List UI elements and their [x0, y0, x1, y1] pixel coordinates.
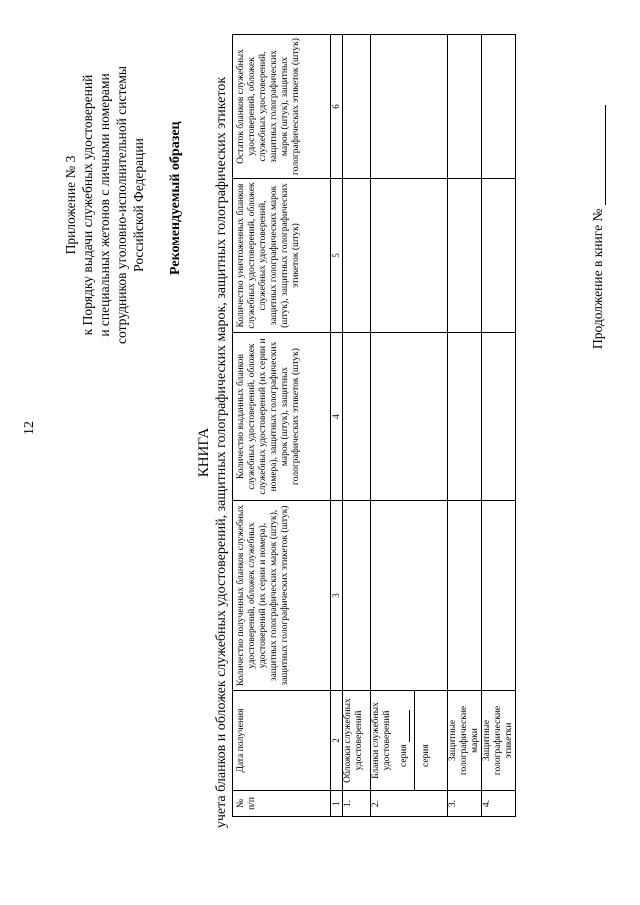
row-divider	[414, 691, 415, 790]
sample-label: Рекомендуемый образец	[168, 121, 183, 275]
header-cell-number: № п/п	[233, 791, 331, 817]
empty-cell	[371, 333, 448, 501]
book-subtitle: учета бланков и обложек служебных удостоверений, защитных голографических марок, защитных голографических этикеток	[214, 76, 229, 829]
empty-cell	[371, 35, 448, 179]
header-cell-issued: Количество выданных бланков служебных удостоверений, обложек служебных удостоверений (их серии и номера), защитных голографических марок (штук), защитных голографических этикеток (штук)	[233, 333, 331, 501]
column-number: 5	[331, 179, 343, 333]
empty-cell	[343, 333, 371, 501]
row-number: 3.	[448, 791, 482, 817]
appendix-line: сотрудников уголовно-исполнительной системы	[114, 66, 129, 344]
empty-cell	[482, 179, 516, 333]
row-item-cell	[371, 691, 448, 791]
appendix-line: Российской Федерации	[131, 138, 146, 272]
table-header-row	[233, 35, 331, 817]
empty-cell	[371, 501, 448, 691]
appendix-heading	[62, 25, 147, 385]
empty-cell	[448, 179, 482, 333]
row-number: 1.	[343, 791, 371, 817]
appendix-line: к Порядку выдачи служебных удостоверений	[80, 74, 95, 336]
column-number-row	[331, 35, 343, 817]
header-cell-destroyed: Количество уничтоженных бланков служебных удостоверений, обложек служебных удостоверений, защитных голографических марок (штук), защитных голографических этикеток (штук)	[233, 179, 331, 333]
row-number: 2.	[371, 791, 448, 817]
series-blank	[401, 710, 410, 742]
continuation-note	[590, 105, 606, 349]
empty-cell	[482, 333, 516, 501]
empty-cell	[448, 501, 482, 691]
empty-cell	[343, 35, 371, 179]
table-row	[371, 35, 448, 817]
series-label: серия	[399, 744, 409, 767]
series-line	[421, 694, 432, 787]
empty-cell	[482, 35, 516, 179]
empty-cell	[448, 333, 482, 501]
row-item: Обложки служебных удостоверений	[343, 691, 371, 791]
series-label: серия	[421, 744, 431, 767]
table-row	[448, 35, 482, 817]
column-number: 4	[331, 333, 343, 501]
page-number: 12	[22, 421, 37, 435]
empty-cell	[482, 501, 516, 691]
series-line	[399, 694, 410, 787]
book-table	[232, 34, 516, 817]
row-item: Бланки служебных удостоверений	[371, 702, 392, 779]
row-item: Защитные голографические этикетки	[482, 691, 516, 791]
empty-cell	[448, 35, 482, 179]
header-cell-date: Дата получения	[233, 691, 331, 791]
header-cell-received: Количество полученных бланков служебных удостоверений, обложек служебных удостоверений (их серии и номера), защитных голографических марок (штук), защитных голографических этикеток (штук)	[233, 501, 331, 691]
appendix-line: и специальных жетонов с личными номерами	[97, 73, 112, 337]
continuation-blank	[593, 105, 606, 205]
table-row	[343, 35, 371, 817]
appendix-line: Приложение № 3	[63, 155, 78, 255]
column-number: 3	[331, 501, 343, 691]
column-number: 2	[331, 691, 343, 791]
row-number: 4.	[482, 791, 516, 817]
row-item: Защитные голографические марки	[448, 691, 482, 791]
header-cell-remaining: Остаток бланков служебных удостоверений, обложек служебных удостоверений, защитных голографических марок (штук), защитных голографических этикеток (штук)	[233, 35, 331, 179]
column-number: 1	[331, 791, 343, 817]
table-row	[482, 35, 516, 817]
column-number: 6	[331, 35, 343, 179]
empty-cell	[343, 179, 371, 333]
empty-cell	[371, 179, 448, 333]
empty-cell	[343, 501, 371, 691]
book-title: КНИГА	[196, 427, 212, 478]
continuation-text: Продолжение в книге №	[590, 208, 605, 349]
